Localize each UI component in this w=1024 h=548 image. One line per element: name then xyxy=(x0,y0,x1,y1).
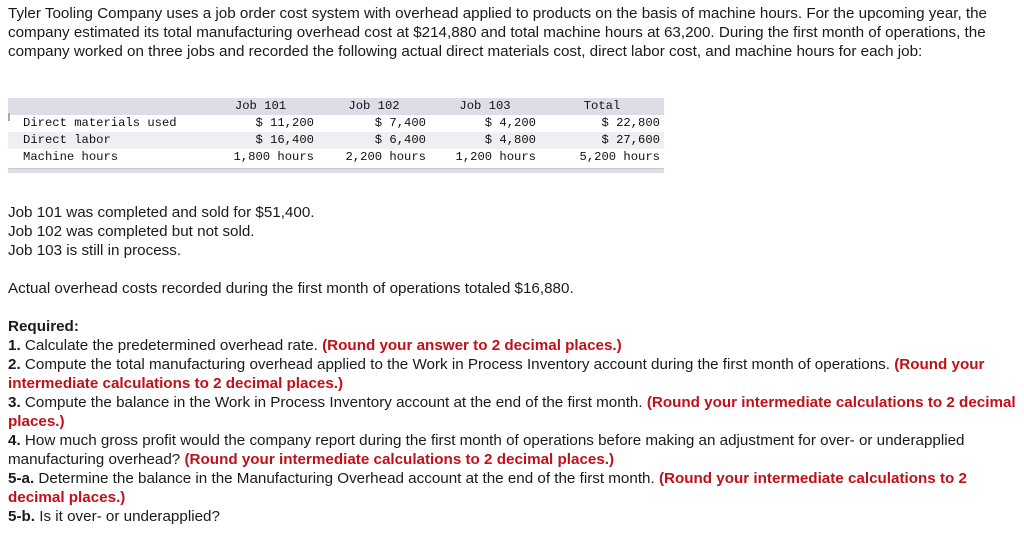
required-item-1 xyxy=(8,336,1016,355)
rounding-note: (Round your intermediate calculations to 2 decimal places.) xyxy=(8,470,967,506)
header-blank xyxy=(8,98,203,115)
cell-job-103: $ 4,200 xyxy=(484,116,536,130)
cell-job-103: 1,200 hours xyxy=(455,150,536,164)
item-number: 2. xyxy=(8,356,21,373)
item-text: Calculate the predetermined overhead rate. xyxy=(24,337,318,354)
required-item-5a xyxy=(8,469,1016,507)
cell-job-102: $ 6,400 xyxy=(318,132,430,149)
table-row-machine-hours xyxy=(8,149,664,166)
item-number: 4. xyxy=(8,432,21,449)
cell-job-101: 1,800 hours xyxy=(233,150,314,164)
fact-job-101: Job 101 was completed and sold for $51,400. xyxy=(8,204,315,221)
problem-intro: Tyler Tooling Company uses a job order cost system with overhead applied to products on the basis of machine hours. For the upcoming year, the company estimated its total manufacturing overhead cost at $214,880 and total machine hours at 63,200. During the first month of operations, the company worked on three jobs and recorded the following actual direct materials cost, direct labor cost, and machine hours for each job: xyxy=(8,5,987,60)
cell-job-102: $ 7,400 xyxy=(374,116,426,130)
fact-job-103: Job 103 is still in process. xyxy=(8,242,182,259)
item-text: Compute the total manufacturing overhead applied to the Work in Process Inventory account during the first month of operations. xyxy=(24,356,890,373)
rounding-note: (Round your intermediate calculations to 2 decimal places.) xyxy=(8,356,985,392)
item-number: 5-b. xyxy=(8,508,36,525)
item-number: 1. xyxy=(8,337,21,354)
cell-total: $ 27,600 xyxy=(540,132,664,149)
cell-total: 5,200 hours xyxy=(579,150,660,164)
rounding-note: (Round your answer to 2 decimal places.) xyxy=(322,337,622,354)
rounding-note: (Round your intermediate calculations to 2 decimal places.) xyxy=(8,394,1016,430)
required-heading: Required: xyxy=(8,318,79,335)
header-job-102: Job 102 xyxy=(318,98,430,115)
rounding-note: (Round your intermediate calculations to 2 decimal places.) xyxy=(184,451,615,468)
item-text: Compute the balance in the Work in Process Inventory account at the end of the first month. xyxy=(24,394,643,411)
job-cost-table-container xyxy=(8,98,664,173)
job-cost-table xyxy=(8,98,664,166)
fact-job-102: Job 102 was completed but not sold. xyxy=(8,223,255,240)
item-text: Determine the balance in the Manufacturing Overhead account at the end of the first month. xyxy=(38,470,655,487)
table-scroll-marker xyxy=(8,113,10,121)
row-label: Direct labor xyxy=(8,132,203,149)
cell-job-102: 2,200 hours xyxy=(345,150,426,164)
job-status-facts xyxy=(8,203,315,260)
table-row-direct-materials xyxy=(8,115,664,132)
table-header-row xyxy=(8,98,664,115)
required-item-3 xyxy=(8,393,1016,431)
cell-job-101: $ 11,200 xyxy=(255,116,314,130)
header-job-101: Job 101 xyxy=(203,98,318,115)
required-section xyxy=(8,317,1016,526)
item-number: 5-a. xyxy=(8,470,35,487)
row-label: Direct materials used xyxy=(23,116,177,130)
cell-total: $ 22,800 xyxy=(601,116,660,130)
item-number: 3. xyxy=(8,394,21,411)
header-job-103: Job 103 xyxy=(430,98,540,115)
row-label: Machine hours xyxy=(23,150,119,164)
table-bottom-bar xyxy=(8,168,664,173)
header-total: Total xyxy=(540,98,664,115)
required-item-2 xyxy=(8,355,1016,393)
cell-job-103: $ 4,800 xyxy=(430,132,540,149)
table-row-direct-labor xyxy=(8,132,664,149)
cell-job-101: $ 16,400 xyxy=(203,132,318,149)
item-text: Is it over- or underapplied? xyxy=(39,508,220,525)
item-text: How much gross profit would the company report during the first month of operations before making an adjustment for over- or underapplied manufacturing overhead? xyxy=(8,432,965,468)
required-item-5b xyxy=(8,507,1016,526)
actual-overhead-statement: Actual overhead costs recorded during the first month of operations totaled $16,880. xyxy=(8,280,574,297)
required-item-4 xyxy=(8,431,1016,469)
